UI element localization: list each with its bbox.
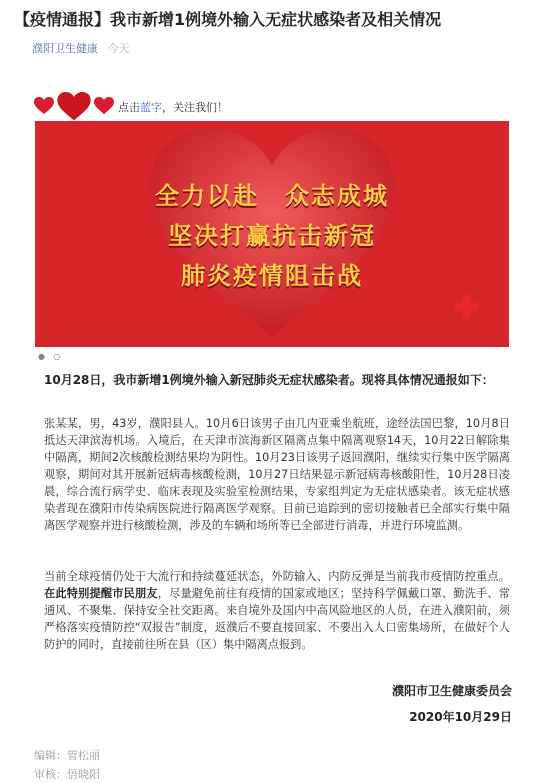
reminder-emphasis: 在此特别提醒市民朋友 bbox=[44, 587, 158, 600]
banner-slogan-line-3: 肺炎疫情阻击战 bbox=[181, 262, 363, 290]
red-cross-icon bbox=[453, 293, 481, 321]
article-meta bbox=[32, 40, 130, 56]
signature-organization: 濮阳市卫生健康委员会 bbox=[391, 684, 512, 698]
follow-prompt: 点击蓝字，关注我们！ bbox=[118, 101, 228, 114]
follow-link[interactable]: 蓝字 bbox=[140, 101, 162, 114]
banner-slogan-line-2: 坚决打赢抗击新冠 bbox=[168, 222, 376, 250]
case-details-paragraph: 张某某，男，43岁，濮阳县人。10月6日该男子由几内亚乘坐航班，途经法国巴黎，10月8日抵达天津滨海机场。入境后，在天津市滨海新区隔离点集中隔离观察14天，10月22日解除集中隔离，期间2次核酸检测结果均为阴性。10月23日该男子返回濮阳，继续实行集中医学隔离观察，期间对其开展新冠病毒核酸检测，10月27日结果显示新冠病毒核酸阳性，10月28日凌晨，综合流行病学史、临床表现及实验室检测结果，专家组判定为无症状感染者。该无症状感染者现在濮阳市传染病医院进行隔离医学观察。目前已追踪到的密切接触者已全部实行集中隔离医学观察并进行核酸检测，涉及的车辆和场所等已全部进行消毒，并进行环境监测。 bbox=[44, 417, 510, 532]
lead-paragraph: 10月28日，我市新增1例境外输入新冠肺炎无症状感染者。现将具体情况通报如下： bbox=[44, 373, 494, 387]
publish-date: 今天 bbox=[107, 42, 130, 55]
banner-image bbox=[35, 121, 509, 347]
article-title: 【疫情通报】我市新增1例境外输入无症状感染者及相关情况 bbox=[14, 10, 442, 29]
banner-slogan-line-1: 全力以赴 众志成城 bbox=[155, 182, 389, 210]
reviewer-credit: 审核：俉晓阳 bbox=[34, 768, 100, 781]
editor-credit: 编辑：管松丽 bbox=[34, 749, 100, 762]
small-heart-icon bbox=[34, 97, 54, 115]
account-name-link[interactable]: 濮阳卫生健康 bbox=[32, 42, 98, 55]
small-heart-icon bbox=[94, 97, 114, 115]
large-heart-icon bbox=[57, 92, 91, 122]
prevention-reminder-paragraph: 当前全球疫情仍处于大流行和持续蔓延状态，外防输入、内防反弹是当前我市疫情防控重点。在此特别提醒市民朋友，尽量避免前往有疫情的国家或地区；坚持科学佩戴口罩、勤洗手、常通风、不聚集、保持安全社交距离。来自境外及国内中高风险地区的人员，在进入濮阳前，须严格落实疫情防控“双报告”制度，返濮后不要直接回家、不要出入人口密集场所，在做好个人防护的同时，直接前往所在县（区）集中隔离点报到。 bbox=[44, 570, 510, 651]
carousel-indicator[interactable]: ● ○ bbox=[38, 352, 64, 361]
signature-date: 2020年10月29日 bbox=[409, 710, 512, 724]
